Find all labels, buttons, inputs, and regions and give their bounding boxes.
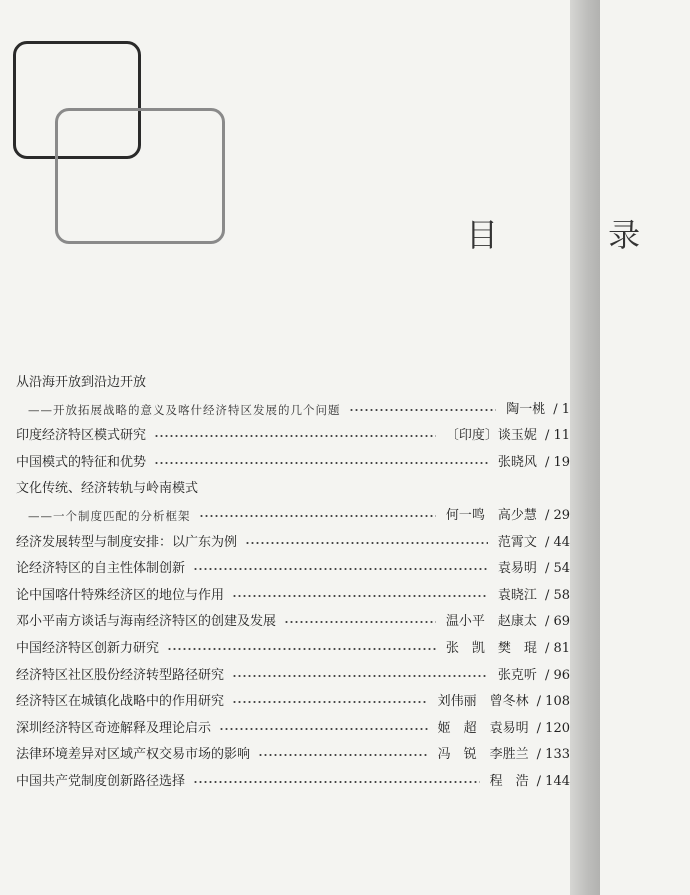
toc-entry-title: 印度经济特区模式研究 <box>16 428 147 444</box>
toc-entry[interactable] <box>16 743 570 767</box>
toc-leader-dots <box>232 675 488 677</box>
toc-entry-author: 袁易明 <box>497 561 537 577</box>
toc-entry-subtitle: ——开放拓展战略的意义及喀什经济特区发展的几个问题 <box>28 402 341 417</box>
toc-entry-page: / 11 <box>544 428 570 444</box>
toc-leader-dots <box>245 542 488 544</box>
toc-entry-page: / 44 <box>544 534 570 550</box>
toc-leader-dots <box>167 648 436 650</box>
toc-entry[interactable] <box>16 557 570 581</box>
toc-leader-dots <box>232 595 488 597</box>
toc-entry-page: / 58 <box>544 587 570 603</box>
toc-entry-author: 陶一桃 <box>506 401 546 417</box>
toc-leader-dots <box>349 409 497 411</box>
toc-leader-dots <box>258 754 428 756</box>
toc-entry-author: 范霄文 <box>497 534 537 550</box>
toc-entry-page: / 96 <box>544 667 570 683</box>
toc-entry-title: 论经济特区的自主性体制创新 <box>16 561 186 577</box>
toc-entry[interactable] <box>16 770 570 794</box>
toc-leader-dots <box>232 701 428 703</box>
toc-entry-title: 深圳经济特区奇迹解释及理论启示 <box>16 720 212 736</box>
toc-entry-author: 〔印度〕谈玉妮 <box>445 428 537 444</box>
toc-leader-dots <box>219 728 428 730</box>
toc-entry[interactable] <box>16 477 570 501</box>
toc-entry-page: / 108 <box>536 694 570 710</box>
toc-entry-title: 中国共产党制度创新路径选择 <box>16 774 186 789</box>
toc-entry-page: / 81 <box>544 641 570 656</box>
toc-entry[interactable] <box>16 664 570 688</box>
toc-entry-author: 袁晓江 <box>497 587 537 603</box>
toc-entry-title: 从沿海开放到沿边开放 <box>16 375 147 390</box>
toc-entry-title: 中国模式的特征和优势 <box>16 454 147 470</box>
toc-entry[interactable] <box>16 637 570 661</box>
toc-leader-dots <box>193 568 488 570</box>
toc-entry-page: / 144 <box>536 774 570 789</box>
toc-leader-dots <box>154 462 488 464</box>
toc-entry[interactable] <box>16 717 570 741</box>
toc-leader-dots <box>154 435 436 437</box>
toc-entry[interactable] <box>16 610 570 634</box>
toc-entry-author: 张 凯 樊 琨 <box>445 641 537 656</box>
toc-entry-title: 邓小平南方谈话与海南经济特区的创建及发展 <box>16 614 277 630</box>
toc-entry-author: 张晓风 <box>497 454 537 470</box>
toc-entry-author: 程 浩 <box>489 774 529 789</box>
toc-entry-subline <box>16 398 570 422</box>
toc-entry-author: 温小平 赵康太 <box>445 614 537 630</box>
toc-entry[interactable] <box>16 584 570 608</box>
toc-entry[interactable] <box>16 424 570 448</box>
toc-entry-subline <box>16 504 570 528</box>
toc-entry[interactable] <box>16 451 570 475</box>
toc-entry-title: 文化传统、经济转轨与岭南模式 <box>16 481 199 497</box>
toc-entry-page: / 133 <box>536 747 570 763</box>
toc-entry-author: 刘伟丽 曾冬林 <box>437 694 529 710</box>
toc-entry[interactable] <box>16 690 570 714</box>
toc-entry-author: 姬 超 袁易明 <box>437 720 529 736</box>
toc-entry-title: 中国经济特区创新力研究 <box>16 641 160 656</box>
toc-entry-page: / 29 <box>544 508 570 523</box>
toc-entry-subtitle: ——一个制度匹配的分析框架 <box>28 509 191 523</box>
toc-entry-author: 何一鸣 高少慧 <box>445 508 537 523</box>
toc-entry-page: / 1 <box>553 401 570 417</box>
toc-leader-dots <box>193 781 480 783</box>
toc-entry[interactable] <box>16 371 570 395</box>
toc-entry[interactable] <box>16 531 570 555</box>
toc-entry-author: 冯 锐 李胜兰 <box>437 747 529 763</box>
toc-entry-page: / 120 <box>536 720 570 736</box>
table-of-contents <box>0 371 600 811</box>
toc-entry-page: / 69 <box>544 614 570 630</box>
toc-entry-title: 经济特区社区股份经济转型路径研究 <box>16 667 225 683</box>
toc-entry-page: / 19 <box>544 454 570 470</box>
toc-entry-title: 经济特区在城镇化战略中的作用研究 <box>16 694 225 710</box>
decorative-square-light <box>55 108 225 244</box>
toc-entry-title: 经济发展转型与制度安排：以广东为例 <box>16 534 238 550</box>
toc-entry-page: / 54 <box>544 561 570 577</box>
toc-entry-title: 论中国喀什特殊经济区的地位与作用 <box>16 587 225 603</box>
toc-entry-author: 张克听 <box>497 667 537 683</box>
toc-leader-dots <box>199 515 436 517</box>
toc-leader-dots <box>284 621 436 623</box>
toc-entry-title: 法律环境差异对区域产权交易市场的影响 <box>16 747 251 763</box>
page-title: 目 录 <box>466 216 690 254</box>
